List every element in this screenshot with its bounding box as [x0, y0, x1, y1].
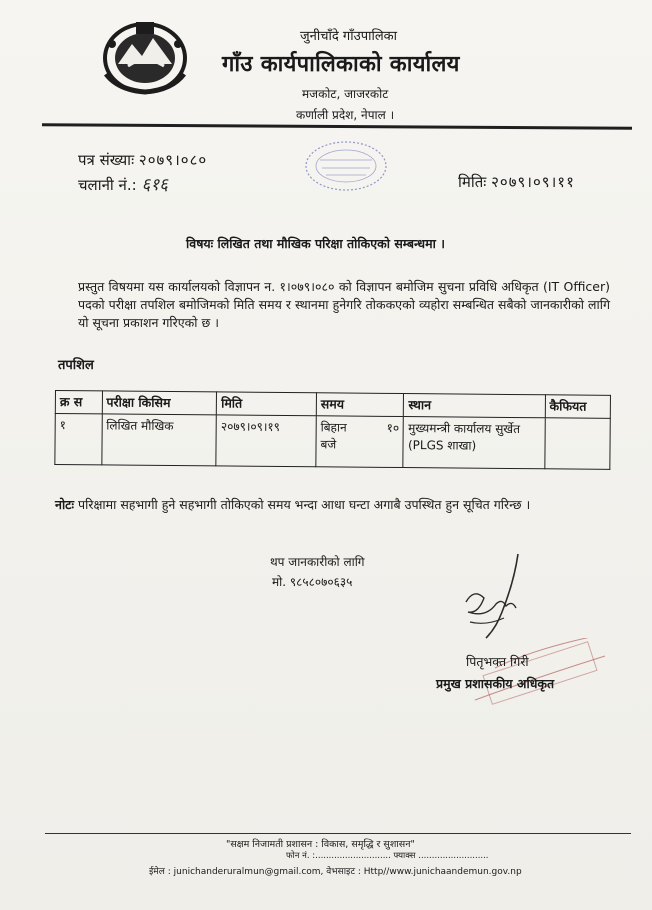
government-emblem-logo: [98, 14, 192, 96]
venue-line-1: मुख्यमन्त्री कार्यालय सुर्खेत: [408, 421, 521, 437]
venue-line-2: (PLGS शाखा): [407, 438, 477, 453]
header-exam-type: परीक्षा किसिम: [102, 391, 217, 415]
header-date: मिति: [217, 392, 317, 416]
notice-body: प्रस्तुत विषयमा यस कार्यालयको विज्ञापन न. १।०७९।०८० को विज्ञापन बमोजिम सुचना प्रविधि अधिकृत (IT Officer) पदको परीक्षा तपशिल बमोजिमको मिति समय र स्थानमा हुनेगरि तोककएको व्यहोरा सम्बन्धित सबैको जानकारीको लागि यो सूचना प्रकाशन गरिएको छ ।: [78, 279, 610, 330]
note-label: नोटः: [55, 497, 75, 512]
patra-label: पत्र संख्याः: [78, 151, 135, 169]
patra-value: २०७९।०८०: [138, 151, 208, 169]
address-line-2: कर्णाली प्रदेश, नेपाल ।: [296, 108, 395, 122]
header-sn: क्र स: [55, 391, 102, 414]
signatory-name: पितृभक्त गिरी: [466, 654, 529, 669]
cell-time: [316, 416, 404, 468]
footer-phone-fax: फोन नं. :............................ फ्याक्स ..........................: [286, 851, 489, 861]
chalani-number: [78, 172, 168, 195]
letter-date: [458, 172, 575, 192]
subject-line: विषयः लिखित तथा मौखिक परिक्षा तोकिएको सम्बन्धमा ।: [186, 236, 445, 251]
exam-schedule-table: [54, 390, 611, 470]
miti-label: मितिः: [458, 173, 487, 191]
contact-heading: थप जानकारीको लागि: [270, 555, 365, 569]
time-hour: १०: [386, 420, 400, 436]
table-row: [55, 414, 610, 470]
patra-sankhya: [78, 150, 207, 170]
time-period: बिहान: [320, 420, 347, 435]
time-suffix: बजे: [320, 437, 337, 452]
footer-motto: "सक्षम निजामती प्रशासन : विकास, समृद्धि र सुशासन": [226, 839, 415, 850]
contact-mobile: मो. ९८५८०७०६३५: [272, 575, 353, 589]
header-remarks: कैफियत: [545, 395, 611, 419]
signatory-title: प्रमुख प्रशासकीय अधिकृत: [436, 676, 555, 691]
cell-remarks: [544, 418, 610, 470]
cell-date: २०७९।०९।१९: [216, 415, 316, 467]
cell-venue: [403, 417, 545, 469]
office-title: गाँउ कार्यपालिकाको कार्यालय: [222, 52, 460, 77]
cell-sn: १: [55, 414, 102, 465]
chalani-value: ६१६: [141, 175, 169, 195]
chalani-label: चलानी नं.:: [78, 176, 137, 194]
address-line-1: मजकोट, जाजरकोट: [302, 87, 389, 101]
cell-exam-type: लिखित मौखिक: [101, 414, 216, 466]
header-divider: [42, 123, 632, 130]
office-stamp: [300, 138, 392, 194]
footer-contact: ईमेल : junichanderuralmun@gmail.com, वेभसाइट : Http//www.junichaandemun.gov.np: [149, 867, 522, 877]
miti-value: २०७९।०९।११: [491, 173, 575, 191]
handwritten-signature: [456, 552, 546, 652]
official-seal-stamp: [455, 638, 615, 708]
footer-divider: [45, 833, 631, 834]
note-paragraph: [55, 494, 595, 515]
schedule-heading: तपशिल: [58, 358, 94, 373]
municipality-name: जुनीचाँदे गाँउपालिका: [300, 29, 397, 44]
header-time: समय: [316, 393, 404, 417]
header-venue: स्थान: [404, 394, 545, 418]
note-text: परिक्षामा सहभागी हुने सहभागी तोकिएको समय भन्दा आधा घन्टा अगाबै उपस्थित हुन सूचित गरिन्छ ।: [78, 497, 531, 512]
